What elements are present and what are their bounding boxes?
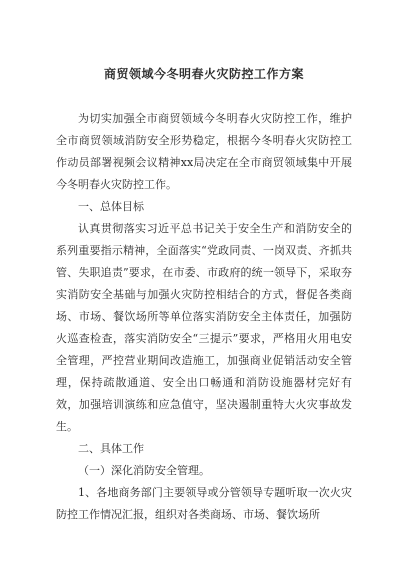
goals-paragraph: 认真贯彻落实习近平总书记关于安全生产和消防安全的系列重要指示精神，全面落实“党政同责、一岗双责、齐抓共管、失职追责”要求，在市委、市政府的统一领导下，采取夯实消防安全基础与加强火灾防控相结合的方式，督促各类商场、市场、餐饮场所等单位落实消防安全主体责任，加强防火巡查检查，落实消防安全“三提示”要求，严格用火用电安全管理，严控营业期间改造施工，加强商业促销活动安全管理，保持疏散通道、安全出口畅通和消防设施器材完好有效，加强培训演练和应急值守，坚决遏制重特大火灾事故发生。 [56,222,352,433]
subsection-heading-management: （一）深化消防安全管理。 [78,464,210,477]
document-title: 商贸领域今冬明春火灾防控工作方案 [103,67,304,81]
task-item-1: 1、各地商务部门主要领导或分管领导专题听取一次火灾防控工作情况汇报，组织对各类商场、市场、餐饮场所 [56,486,352,521]
section-heading-goals: 一、总体目标 [78,200,144,213]
section-heading-tasks: 二、具体工作 [78,442,144,455]
intro-paragraph: 为切实加强全市商贸领域今冬明春火灾防控工作，维护全市商贸领域消防安全形势稳定，根据今冬明春火灾防控工作动员部署视频会议精神xx局决定在全市商贸领域集中开展今冬明春火灾防控工作。 [56,112,352,191]
